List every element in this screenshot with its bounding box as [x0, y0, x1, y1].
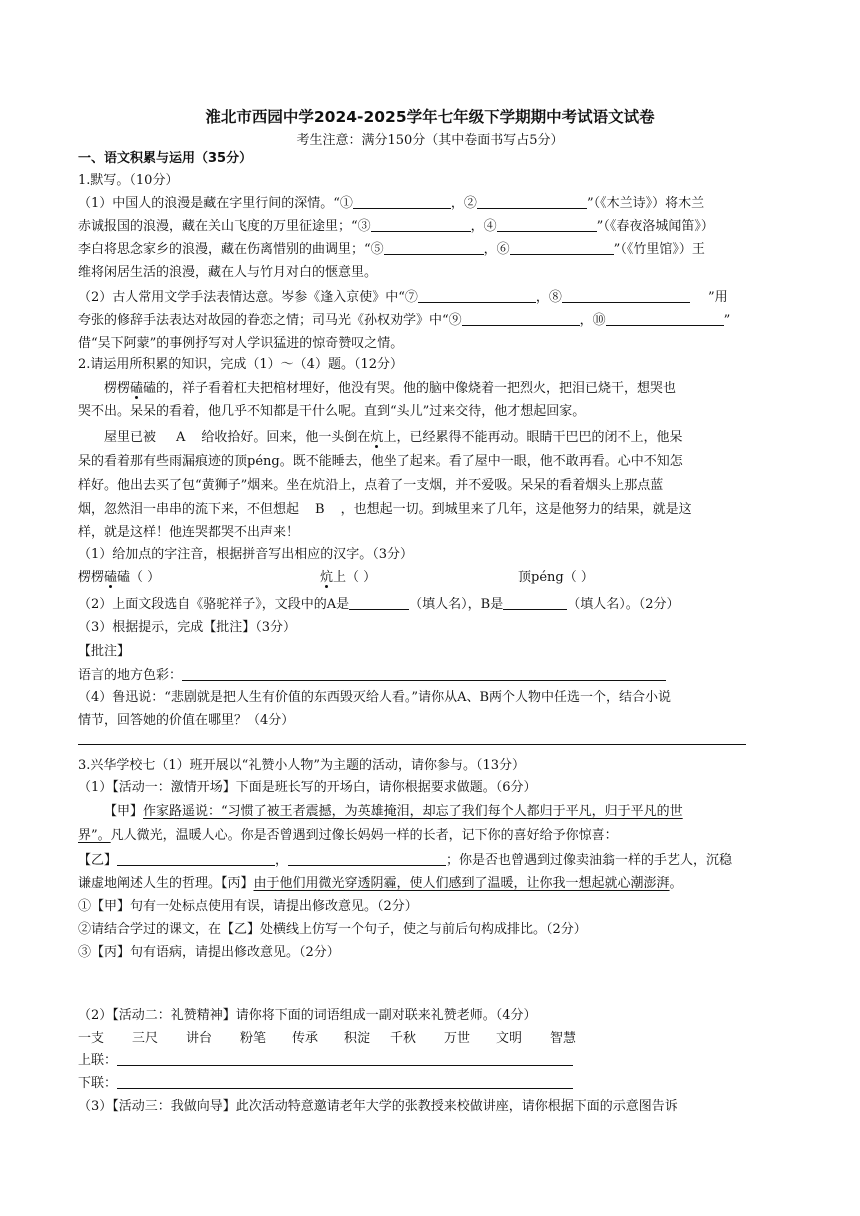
- task-1: ①【甲】句有一处标点使用有误，请提出修改意见。（2分）: [78, 899, 418, 914]
- couplet-upper: [78, 1050, 786, 1072]
- dotted-char: 磕: [104, 570, 118, 585]
- placeholder-B: B: [315, 502, 325, 517]
- question-1-head: 1.默写。（10分）: [78, 173, 179, 188]
- dotted-char: 炕: [320, 570, 334, 585]
- text: （2）古人常用文学手法表情达意。岑参《逢入京使》中“⑦: [78, 290, 418, 305]
- word: 千秋: [390, 1031, 417, 1046]
- q1-part1-line4: 维将闲居生活的浪漫，藏在人与竹月对白的惬意里。: [78, 265, 378, 280]
- text: ，②: [450, 196, 477, 211]
- answer-blank-yi-2[interactable]: [288, 851, 446, 866]
- word: 智慧: [550, 1031, 577, 1046]
- text: ，⑧: [535, 290, 562, 305]
- annotation-label: 【批注】: [78, 644, 131, 659]
- q1-part1-line3: [78, 239, 786, 261]
- text: 磕的，祥子看着杠夫把棺材埋好，他没有哭。他的脑中像烧着一把烈火，把泪已烧干，想哭也: [143, 381, 677, 396]
- answer-blank-upper[interactable]: [117, 1051, 573, 1066]
- text: 烟，忽然泪一串串的流下来，不但想起: [78, 502, 300, 517]
- text: ”（《春夜洛城闻笛》）: [596, 219, 714, 234]
- sub-question-2: [78, 594, 786, 616]
- answer-blank-10[interactable]: [606, 311, 724, 326]
- text: 楞楞: [104, 381, 131, 396]
- answer-blank-6[interactable]: [510, 240, 614, 255]
- sub-question-4-line2: 情节，回答她的价值在哪里？（4分）: [78, 713, 295, 728]
- answer-blank-4[interactable]: [497, 217, 597, 232]
- pinyin-item-1: [78, 567, 160, 589]
- q1-part1-line2: [78, 216, 786, 238]
- underlined-text: 由于他们用微光穿透阴霾，使人们感到了温暖，让你我一想起就心潮澎湃: [253, 876, 670, 891]
- text: ，④: [470, 219, 497, 234]
- underlined-text: 界”。: [78, 828, 111, 843]
- text: （填人名），B是: [409, 597, 504, 612]
- annotation-line: [78, 665, 786, 687]
- answer-blank-9[interactable]: [462, 311, 580, 326]
- passage-line: [78, 427, 786, 449]
- activity-1-head: （1）【活动一：激情开场】下面是班长写的开场白，请你根据要求做题。（6分）: [78, 780, 537, 795]
- text: 下联：: [78, 1076, 118, 1091]
- answer-blank-3[interactable]: [371, 217, 471, 232]
- word: 积淀: [344, 1031, 371, 1046]
- text: 屋里已被: [104, 430, 157, 445]
- task-2: ②请结合学过的课文，在【乙】处横线上仿写一个句子，使之与前后句构成排比。（2分）: [78, 922, 587, 937]
- opening-line2: [78, 825, 786, 847]
- text: ；你是否也曾遇到过像卖油翁一样的手艺人，沉稳: [446, 853, 733, 868]
- opening-line4: [78, 873, 786, 895]
- text: 上联：: [78, 1053, 118, 1068]
- pinyin-item-2: [320, 567, 376, 589]
- activity-2-head: （2）【活动二：礼赞精神】请你将下面的词语组成一副对联来礼赞老师。（4分）: [78, 1008, 537, 1023]
- text: ，⑥: [483, 242, 510, 257]
- word: 万世: [444, 1031, 471, 1046]
- passage-line: 哭不出。呆呆的看着，他几乎不知都是干什么呢。直到“头儿”过来交待，他才想起回家。: [78, 404, 586, 419]
- sub-question-4-line1: （4）鲁迅说：“悲剧就是把人生有价值的东西毁灭给人看。”请你从A、B两个人物中任选一个，结合小说: [78, 690, 672, 705]
- answer-blank-8[interactable]: [562, 288, 690, 303]
- text: （2）上面文段选自《骆驼祥子》，文段中的A是: [78, 597, 350, 612]
- placeholder-A: A: [176, 430, 186, 445]
- exam-notice: 考生注意：满分150分（其中卷面书写占5分）: [296, 133, 564, 148]
- text: 。: [669, 876, 683, 891]
- answer-blank-5[interactable]: [384, 240, 484, 255]
- passage-line: [78, 378, 786, 400]
- text: 谦虚地阐述人生的哲理。【丙】: [78, 876, 254, 891]
- word: 一支: [78, 1031, 105, 1046]
- question-3-head: 3.兴华学校七（1）班开展以“礼赞小人物”为主题的活动，请你参与。（13分）: [78, 758, 526, 773]
- text: 上，已经累得不能再动。眼睛干巴巴的闭不上，他呆: [383, 430, 683, 445]
- answer-line-divider[interactable]: [78, 744, 746, 745]
- text: ，: [275, 853, 289, 868]
- tag-jia: 【甲】: [104, 804, 144, 819]
- couplet-lower: [78, 1073, 786, 1095]
- q1-part2-line1: [78, 287, 786, 309]
- task-3: ③【丙】句有语病，请提出修改意见。（2分）: [78, 945, 340, 960]
- text: ，⑩: [579, 313, 606, 328]
- text: 凡人微光，温暖人心。你是否曾遇到过像长妈妈一样的长者，记下你的喜好给予你惊喜：: [110, 828, 618, 843]
- text: 磕（ ）: [117, 570, 161, 585]
- activity-3-head: （3）【活动三：我做向导】此次活动特意邀请老年大学的张教授来校做讲座，请你根据下面的示意图告诉: [78, 1099, 678, 1114]
- word: 讲台: [186, 1031, 213, 1046]
- dotted-char: 炕: [370, 430, 384, 445]
- text: 给收拾好。回来，他一头倒在: [201, 430, 371, 445]
- sub-question-3: （3）根据提示，完成【批注】（3分）: [78, 620, 297, 635]
- pinyin-item-3: 顶péng（ ）: [518, 570, 594, 585]
- dotted-char: 磕: [130, 381, 144, 396]
- opening-line1: [78, 801, 786, 823]
- text: ”: [723, 313, 731, 328]
- passage-line: [78, 499, 786, 521]
- text: ”（《木兰诗》）将木兰: [586, 196, 705, 211]
- text: 赤诚报国的浪漫，藏在关山飞度的万里征途里；“③: [78, 219, 371, 234]
- q1-part2-line2: [78, 310, 786, 332]
- answer-blank-lower[interactable]: [117, 1074, 573, 1089]
- answer-blank-yi-1[interactable]: [117, 851, 275, 866]
- answer-blank-2[interactable]: [477, 194, 587, 209]
- passage-line: 样，就是这样！他连哭都哭不出声来！: [78, 525, 300, 540]
- sub-question-1: （1）给加点的字注音，根据拼音写出相应的汉字。（3分）: [78, 547, 414, 562]
- q1-part1-line1: [78, 193, 786, 215]
- text: 上（ ）: [333, 570, 377, 585]
- text: ，也想起一切。到城里来了几年，这是他努力的结果，就是这: [340, 502, 692, 517]
- section-heading: 一、语文积累与运用（35分）: [78, 151, 253, 166]
- word: 三尺: [132, 1031, 159, 1046]
- word: 粉笔: [240, 1031, 267, 1046]
- opening-line3: [78, 850, 786, 872]
- word: 传承: [292, 1031, 319, 1046]
- answer-blank-A[interactable]: [349, 595, 409, 610]
- answer-blank-B[interactable]: [503, 595, 567, 610]
- word: 文明: [496, 1031, 523, 1046]
- q1-part2-line3: 借“吴下阿蒙”的事例抒写对人学识猛进的惊奇赞叹之情。: [78, 336, 404, 351]
- passage-line: 样好。他出去买了包“黄狮子”烟来。坐在炕沿上，点着了一支烟，并不爱吸。呆呆的看着烟头上那点蓝: [78, 478, 664, 493]
- text: 语言的地方色彩：: [78, 668, 183, 683]
- tag-yi: 【乙】: [78, 853, 118, 868]
- text: ”用: [707, 290, 728, 305]
- underlined-text: 作家路遥说：“习惯了被王者震撼，为英雄掩泪，却忘了我们每个人都归于平凡，归于平凡的世: [143, 804, 683, 819]
- answer-blank-7[interactable]: [418, 288, 536, 303]
- text: 李白将思念家乡的浪漫，藏在伤离惜别的曲调里；“⑤: [78, 242, 384, 257]
- text: 楞楞: [78, 570, 105, 585]
- question-2-head: 2.请运用所积累的知识，完成（1）～（4）题。（12分）: [78, 357, 403, 372]
- text: ”（《竹里馆》）王: [613, 242, 705, 257]
- answer-blank-annotation[interactable]: [182, 666, 666, 681]
- text: 夸张的修辞手法表达对故园的眷恋之情；司马光《孙权劝学》中“⑨: [78, 313, 462, 328]
- text: （填人名）。（2分）: [567, 597, 680, 612]
- passage-line: 呆的看着那有些雨漏痕迹的顶péng。既不能睡去，他坐了起来。看了屋中一眼，他不敢再看。心中不知怎: [78, 454, 683, 469]
- text: （1）中国人的浪漫是藏在字里行间的深情。“①: [78, 196, 353, 211]
- answer-blank-1[interactable]: [353, 194, 451, 209]
- page-title: 淮北市西园中学2024-2025学年七年级下学期期中考试语文试卷: [205, 108, 655, 126]
